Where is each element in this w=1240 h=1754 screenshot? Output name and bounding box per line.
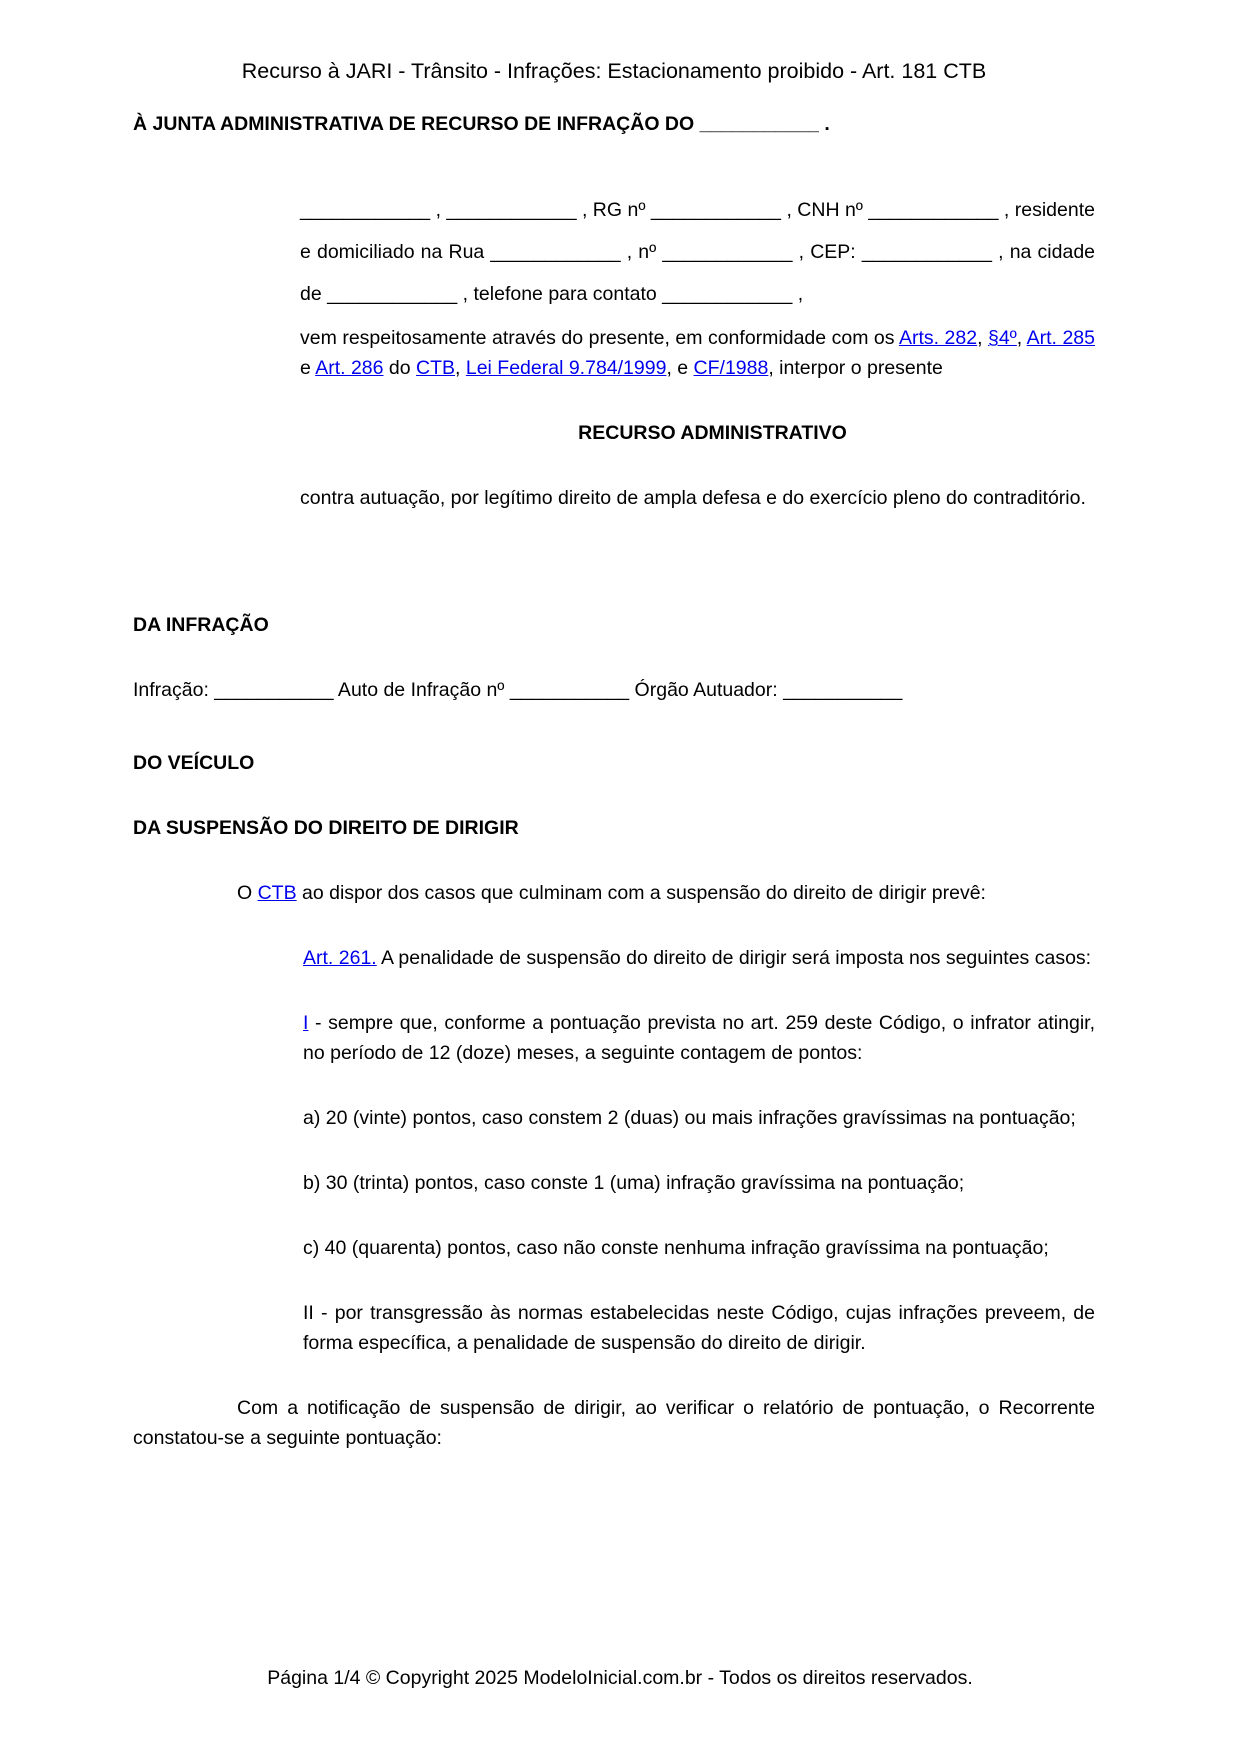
blank-field: ____________ [300,199,431,221]
quote-item-ii: II - por transgressão às normas estabelecidas neste Código, cujas infrações preveem, de forma específica, a penalidade de suspensão do direito de dirigir. [303,1302,1095,1354]
qualification-text: , residente e domiciliado na Rua [300,199,1095,263]
blank-field: ___________ [509,679,630,701]
quote-item-c: c) 40 (quarenta) pontos, caso não conste nenhuma infração gravíssima na pontuação; [303,1237,1049,1259]
addressee-heading [133,109,1095,139]
qualification-text: , [792,283,804,305]
preamble-text: , interpor o presente [768,357,943,379]
preamble-text: , [977,327,988,349]
link-inciso-i[interactable]: I [303,1012,309,1034]
link-art-285[interactable]: Art. 285 [1026,327,1095,349]
quote-item-i [303,1008,1095,1068]
addressee-period: . [824,113,830,135]
closing-paragraph: Com a notificação de suspensão de dirigir, ao verificar o relatório de pontuação, o Recorrente constatou-se a seguinte pontuação: [133,1397,1095,1449]
orgao-autuador-label: Órgão Autuador: [629,679,784,701]
qualification-text: , [430,199,447,221]
blank-field: ____________ [861,241,993,263]
quote-art-261 [303,943,1095,973]
link-art-286[interactable]: Art. 286 [315,357,384,379]
link-lei-federal-9784-1999[interactable]: Lei Federal 9.784/1999 [465,357,667,379]
qualification-text: , na cidade de [300,241,1096,305]
qualification-paragraph [300,189,1095,315]
preamble-text: vem respeitosamente através do presente, em conformidade com os [300,327,899,349]
section-heading-da-infracao: DA INFRAÇÃO [133,614,269,636]
preamble-text: , e [666,357,694,379]
page-footer: Página 1/4 © Copyright 2025 ModeloInicial.com.br - Todos os direitos reservados. [267,1667,973,1689]
qualification-text: , RG nº [576,199,651,221]
blank-field: ___________ [214,679,334,701]
section-heading-do-veiculo: DO VEÍCULO [133,752,255,774]
link-art-261[interactable]: Art. 261. [303,947,377,969]
auto-infracao-label: Auto de Infração nº [333,679,510,701]
blank-field: ____________ [662,283,793,305]
link-ctb[interactable]: CTB [416,357,456,379]
ctb-intro-suffix: ao dispor dos casos que culminam com a suspensão do direito de dirigir prevê: [296,882,986,904]
blank-field: ___________ [699,113,819,135]
recurso-heading: RECURSO ADMINISTRATIVO [578,422,847,444]
contra-paragraph: contra autuação, por legítimo direito de ampla defesa e do exercício pleno do contraditório. [300,487,1086,509]
preamble-text: do [383,357,417,379]
addressee-label: À JUNTA ADMINISTRATIVA DE RECURSO DE INFRAÇÃO DO [133,113,695,135]
link-cf-1988[interactable]: CF/1988 [693,357,769,379]
blank-field: ____________ [327,283,458,305]
qualification-text: , nº [620,241,663,263]
link-ctb-intro[interactable]: CTB [257,882,297,904]
infracao-label: Infração: [133,679,215,701]
blank-field: ____________ [650,199,782,221]
preamble-text: e [300,357,316,379]
blank-field: ___________ [783,679,903,701]
infracao-fields-line [133,675,1095,705]
preamble-text: , [455,357,466,379]
ctb-intro-prefix: O [237,882,258,904]
blank-field: ____________ [662,241,793,263]
quote-art-261-text: A penalidade de suspensão do direito de dirigir será imposta nos seguintes casos: [376,947,1092,969]
blank-field: ____________ [490,241,621,263]
preamble-text: , [1016,327,1027,349]
qualification-text: , CNH nº [781,199,869,221]
blank-field: ____________ [868,199,999,221]
ctb-intro-paragraph [133,878,1095,908]
section-heading-da-suspensao: DA SUSPENSÃO DO DIREITO DE DIRIGIR [133,817,519,839]
qualification-text: , CEP: [792,241,862,263]
quote-item-a: a) 20 (vinte) pontos, caso constem 2 (duas) ou mais infrações gravíssimas na pontuação; [303,1107,1076,1129]
qualification-text: , telefone para contato [457,283,663,305]
blank-field: ____________ [446,199,577,221]
preamble-paragraph [300,323,1095,383]
document-title: Recurso à JARI - Trânsito - Infrações: Estacionamento proibido - Art. 181 CTB [241,59,987,83]
quote-item-b: b) 30 (trinta) pontos, caso conste 1 (uma) infração gravíssima na pontuação; [303,1172,965,1194]
quote-item-i-text: - sempre que, conforme a pontuação prevista no art. 259 deste Código, o infrator atingir, no período de 12 (doze) meses, a seguinte contagem de pontos: [303,1012,1095,1064]
link-paragrafo-4[interactable]: §4º [987,327,1017,349]
link-arts-282[interactable]: Arts. 282 [898,327,978,349]
